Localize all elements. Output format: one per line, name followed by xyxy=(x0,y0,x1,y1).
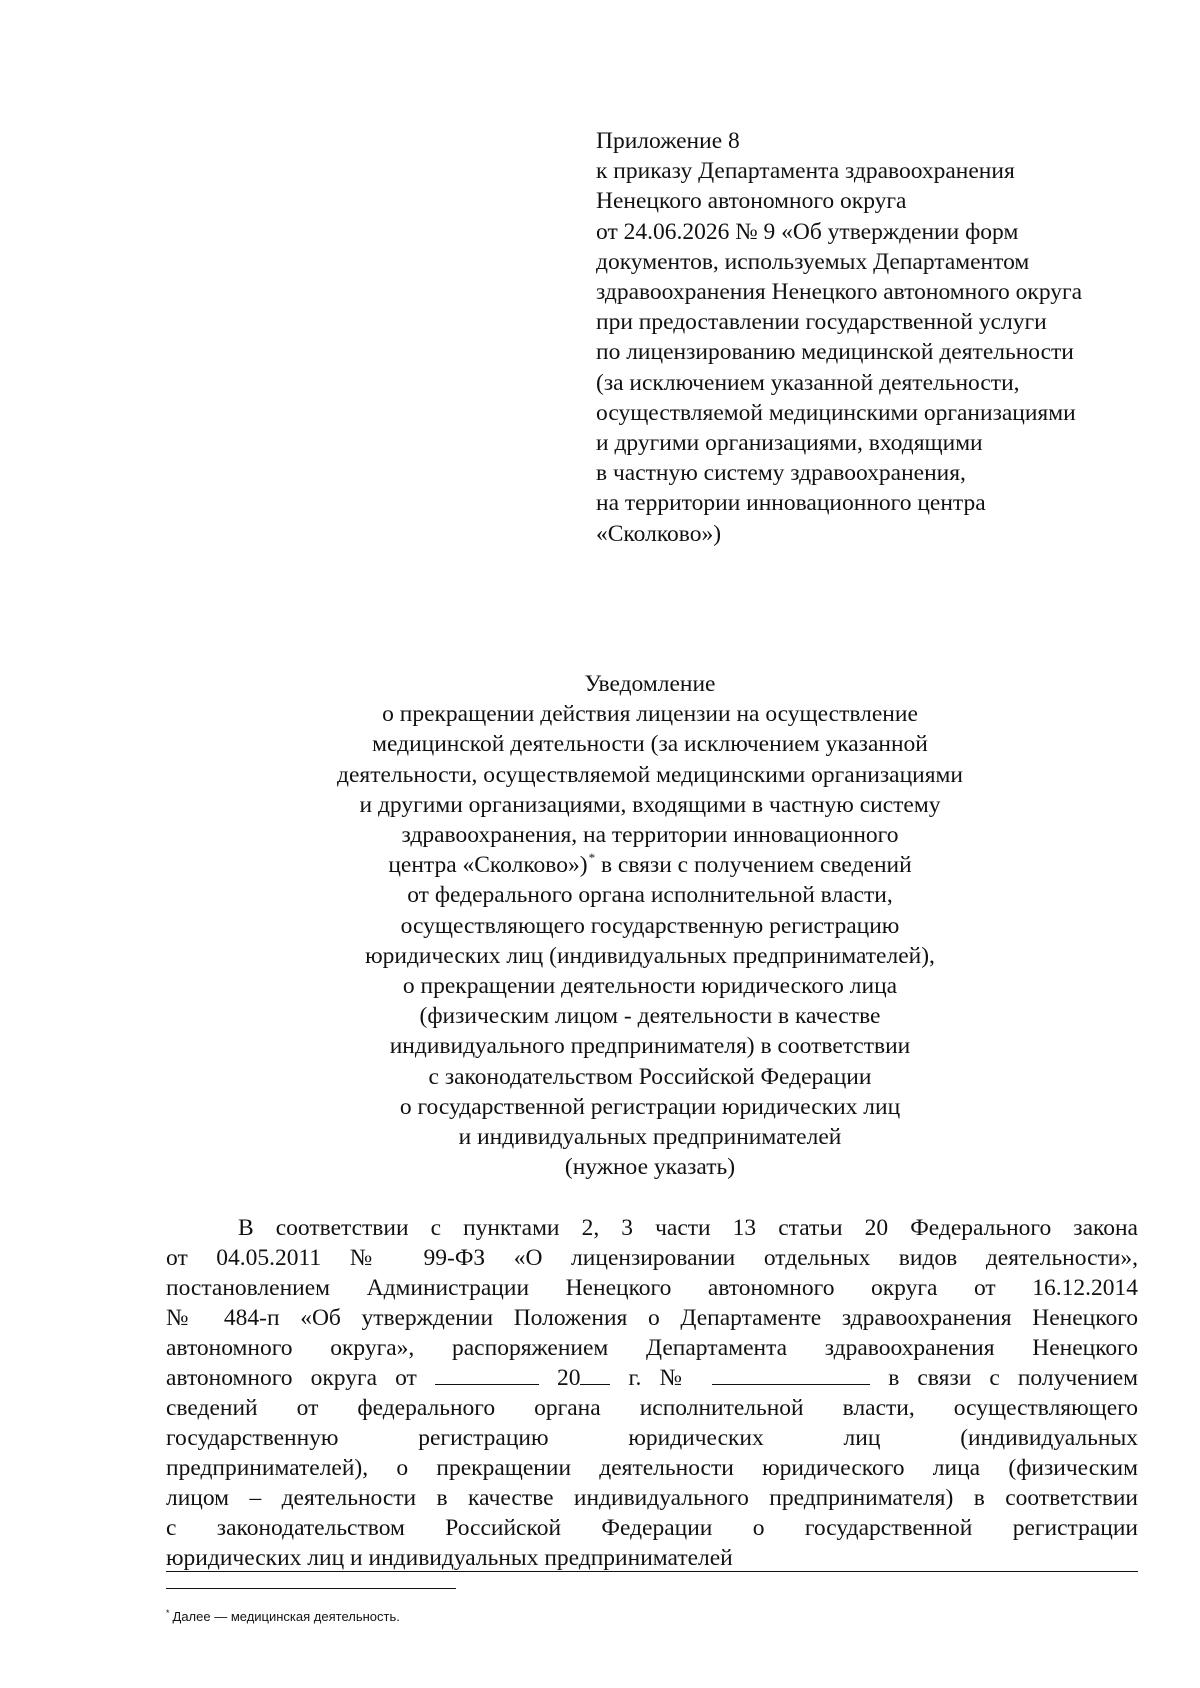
appendix-line: «Сколково») xyxy=(596,520,722,547)
title-heading: Уведомление xyxy=(584,671,716,697)
body-line-with-blanks xyxy=(166,1363,1138,1393)
title-line: здравоохранения, на территории инновационного xyxy=(401,822,899,849)
title-line: осуществляющего государственную регистрацию xyxy=(400,912,900,939)
appendix-line: от 24.06.2026 № 9 «Об утверждении форм xyxy=(596,218,1019,245)
appendix-line: документов, используемых Департаментом xyxy=(596,248,1030,275)
appendix-line: здравоохранения Ненецкого автономного округа xyxy=(596,279,1083,306)
appendix-line: при предоставлении государственной услуги xyxy=(596,309,1047,336)
title-line: медицинской деятельности (за исключением указанной xyxy=(372,731,928,758)
body-line: сведений от федерального органа исполнительной власти, осуществляющего xyxy=(166,1395,1138,1421)
title-line: индивидуального предпринимателя) в соответствии xyxy=(389,1033,911,1060)
footnote-mark: * xyxy=(588,850,596,866)
appendix-line: (за исключением указанной деятельности, xyxy=(596,369,1020,396)
fill-in-underline xyxy=(166,1571,1138,1572)
title-line: о прекращении действия лицензии на осуществление xyxy=(382,701,918,728)
footnote-text: Далее — медицинская деятельность. xyxy=(172,1609,400,1624)
body-text-fragment: в связи с получением xyxy=(888,1365,1138,1391)
footnote-separator xyxy=(166,1588,456,1589)
year-blank xyxy=(580,1364,610,1385)
title-line: деятельности, осуществляемой медицинскими организациями xyxy=(337,761,963,788)
footnote-mark: * xyxy=(166,1608,170,1618)
title-line-part: центра «Сколково») xyxy=(388,852,588,879)
title-line: о государственной регистрации юридических лиц xyxy=(399,1093,901,1120)
body-line: № 484-п «Об утверждении Положения о Департаменте здравоохранения Ненецкого xyxy=(166,1305,1138,1331)
body-line: с законодательством Российской Федерации о государственной регистрации xyxy=(166,1515,1138,1541)
year-prefix: 20 xyxy=(556,1365,581,1391)
appendix-line: и другими организациями, входящими xyxy=(596,430,983,457)
body-line: постановлением Администрации Ненецкого автономного округа от 16.12.2014 xyxy=(166,1275,1138,1301)
appendix-line: осуществляемой медицинскими организациями xyxy=(596,399,1076,426)
body-line: юридических лиц и индивидуальных предпринимателей xyxy=(166,1545,733,1571)
title-line: юридических лиц (индивидуальных предпринимателей), xyxy=(365,942,935,969)
document-title xyxy=(160,669,1140,1182)
title-line: и другими организациями, входящими в частную систему xyxy=(359,791,941,818)
title-line: и индивидуальных предпринимателей xyxy=(458,1124,842,1151)
body-line: от 04.05.2011 № 99-ФЗ «О лицензировании отдельных видов деятельности», xyxy=(166,1245,1138,1271)
order-number-blank xyxy=(712,1364,870,1385)
appendix-header xyxy=(596,126,1156,549)
body-line: автономного округа», распоряжением Департамента здравоохранения Ненецкого xyxy=(166,1335,1138,1361)
title-line-with-footnote xyxy=(160,850,1140,880)
date-blank xyxy=(435,1364,539,1385)
body-paragraph xyxy=(166,1213,1138,1573)
title-line: о прекращении деятельности юридического лица xyxy=(402,973,898,1000)
body-line: государственную регистрацию юридических лиц (индивидуальных xyxy=(166,1425,1138,1451)
title-line: (физическим лицом - деятельности в качестве xyxy=(419,1003,881,1030)
appendix-line: к приказу Департамента здравоохранения xyxy=(596,158,1015,185)
title-line-part: в связи с получением сведений xyxy=(595,852,912,879)
appendix-line: на территории инновационного центра xyxy=(596,490,986,517)
title-line: (нужное указать) xyxy=(564,1154,736,1181)
body-text-fragment: автономного округа от xyxy=(166,1365,417,1391)
body-text-fragment: г. № xyxy=(628,1365,695,1391)
appendix-line: Приложение 8 xyxy=(596,128,740,154)
appendix-line: в частную систему здравоохранения, xyxy=(596,460,966,487)
title-line: с законодательством Российской Федерации xyxy=(428,1063,872,1090)
body-line: предпринимателей), о прекращении деятельности юридического лица (физическим xyxy=(166,1455,1138,1481)
body-line: В соответствии с пунктами 2, 3 части 13 статьи 20 Федерального закона xyxy=(238,1215,1138,1241)
appendix-line: по лицензированию медицинской деятельности xyxy=(596,339,1074,366)
title-line: от федерального органа исполнительной власти, xyxy=(407,882,893,909)
body-line: лицом – деятельности в качестве индивидуального предпринимателя) в соответствии xyxy=(166,1485,1138,1511)
appendix-line: Ненецкого автономного округа xyxy=(596,188,907,215)
footnote xyxy=(166,1609,400,1625)
